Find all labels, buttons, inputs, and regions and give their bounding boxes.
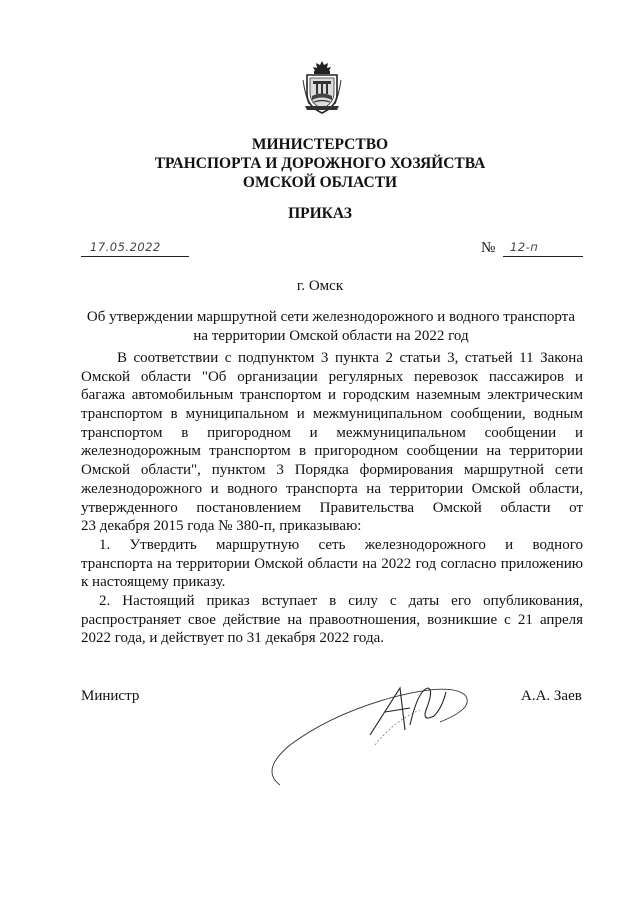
date-underline xyxy=(81,256,189,257)
ministry-title-line-3: ОМСКОЙ ОБЛАСТИ xyxy=(242,174,398,191)
document-subject xyxy=(78,308,584,346)
body-line: транспорта на территории Омской области на 2022 год согласно приложению xyxy=(81,555,583,572)
body-line: багажа автомобильным транспортом и городским наземным электрическим xyxy=(81,387,583,404)
number-sign: № xyxy=(481,240,496,256)
body-line: железнодорожным транспортом в пригородном сообщении на территории xyxy=(81,443,583,460)
body-line: распространяет свое действие на правоотношения, возникшие с 21 апреля xyxy=(81,611,583,628)
body-line: В соответствии с подпунктом 3 пункта 2 статьи 3, статьей 11 Закона xyxy=(117,350,583,366)
document-type: ПРИКАЗ xyxy=(288,205,352,222)
body-line: транспортом в муниципальном и межмуниципальном сообщении, водным xyxy=(81,406,583,423)
number-underline xyxy=(503,256,583,257)
document-body xyxy=(81,349,583,648)
subject-line-1: Об утверждении маршрутной сети железнодорожного и водного транспорта xyxy=(86,309,576,325)
body-line: железнодорожного и водного транспорта на территории Омской области, xyxy=(81,480,583,497)
subject-line-2: на территории Омской области на 2022 год xyxy=(193,328,469,344)
signer-title: Министр xyxy=(81,688,140,704)
document-date: 17.05.2022 xyxy=(90,240,161,254)
ministry-title-line-2: ТРАНСПОРТА И ДОРОЖНОГО ХОЗЯЙСТВА xyxy=(154,155,486,172)
body-line: 23 декабря 2015 года № 380-п, приказываю: xyxy=(81,518,362,535)
body-line: Омской области", пунктом 3 Порядка формирования маршрутной сети xyxy=(81,462,583,479)
body-line: Омской области "Об организации регулярных перевозок пассажиров и xyxy=(81,368,583,385)
city: г. Омск xyxy=(296,278,344,294)
body-line: 1. Утвердить маршрутную сеть железнодорожного и водного xyxy=(99,536,583,553)
ministry-title-line-1: МИНИСТЕРСТВО xyxy=(251,136,389,153)
body-line: транспортом в пригородном и межмуниципальном сообщении и xyxy=(81,424,583,441)
body-line: утвержденного постановлением Правительства Омской области от xyxy=(81,499,583,516)
document-number: 12-п xyxy=(510,240,539,254)
body-line: 2. Настоящий приказ вступает в силу с даты его опубликования, xyxy=(99,592,583,609)
omsk-coat-of-arms-icon xyxy=(301,60,343,116)
body-line: к настоящему приказу. xyxy=(81,574,226,591)
body-line: 2022 года, и действует по 31 декабря 2022 года. xyxy=(81,630,384,647)
handwritten-signature-icon xyxy=(250,650,490,790)
signer-name: А.А. Заев xyxy=(521,688,582,704)
